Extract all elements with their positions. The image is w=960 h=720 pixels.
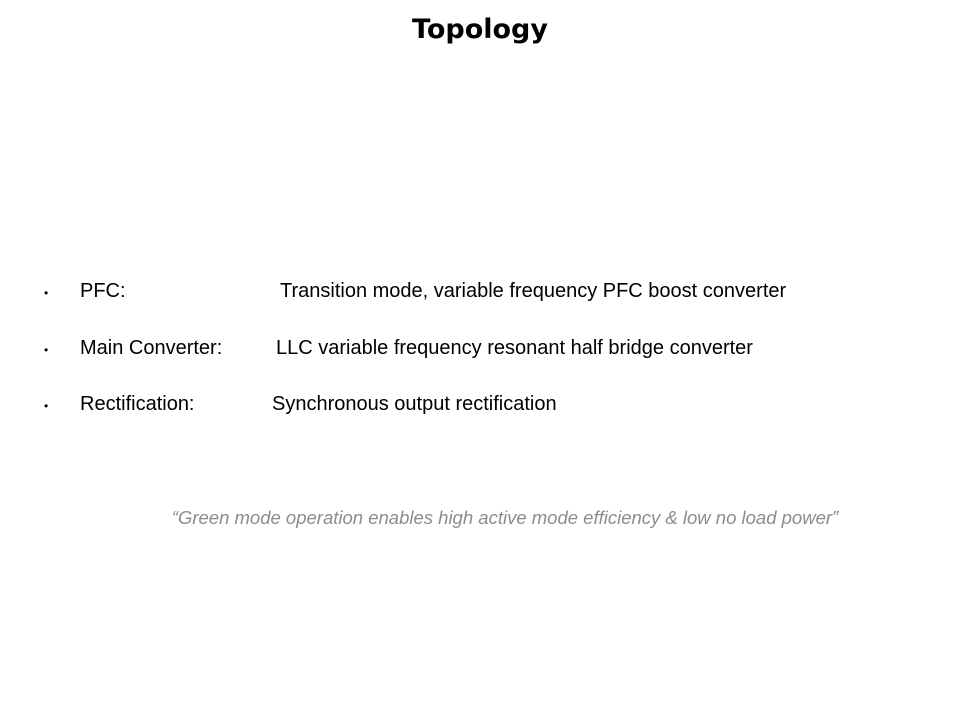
bullet-item-rectification: [0, 393, 960, 423]
quote-text: “Green mode operation enables high active mode efficiency & low no load power”: [171, 507, 839, 528]
bullet-value: Synchronous output rectification: [272, 393, 557, 415]
bullet-dot-icon: •: [44, 399, 49, 413]
bullet-item-pfc: [0, 280, 960, 310]
bullet-value: LLC variable frequency resonant half bridge converter: [276, 337, 753, 359]
bullet-value: Transition mode, variable frequency PFC boost converter: [280, 280, 787, 302]
bullet-label: Rectification:: [80, 393, 195, 415]
bullet-item-main-converter: [0, 337, 960, 367]
bullet-label: Main Converter:: [80, 337, 223, 359]
bullet-dot-icon: •: [44, 286, 49, 300]
bullet-label: PFC:: [80, 280, 126, 302]
slide-title: Topology: [412, 14, 548, 45]
bullet-dot-icon: •: [44, 343, 49, 357]
